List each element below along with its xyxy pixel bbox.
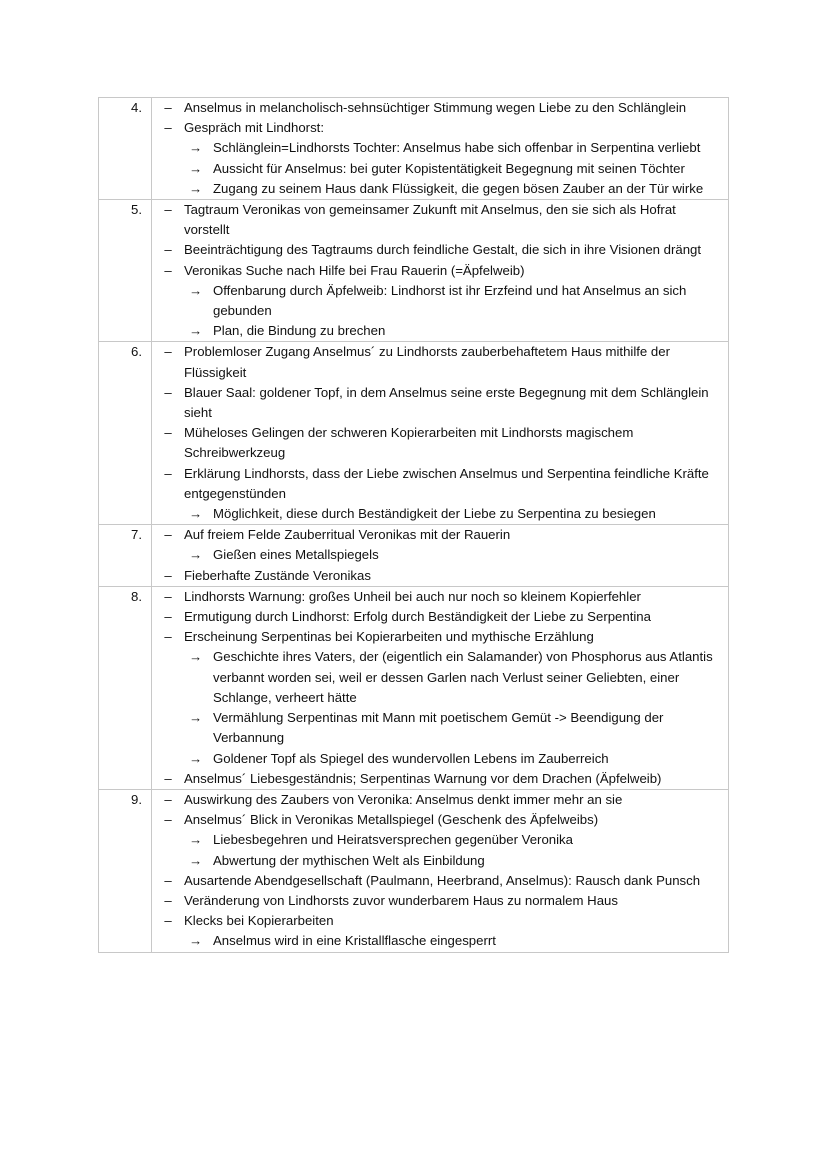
table-row [99,525,729,587]
list-item-text: Gespräch mit Lindhorst: [184,120,324,136]
arrow-right-icon: → [189,852,203,868]
list-item [152,525,722,545]
arrow-right-icon: → [189,649,203,665]
arrow-right-icon: → [189,710,203,726]
list-item [152,871,722,891]
chapter-content [152,586,729,789]
arrow-right-icon: → [189,832,203,848]
dash-bullet-icon: – [164,892,172,908]
list-item [152,240,722,260]
sub-item [152,321,722,341]
sub-item-text: Schlänglein=Lindhorsts Tochter: Anselmus habe sich offenbar in Serpentina verliebt [213,140,701,156]
list-item-text: Fieberhafte Zustände Veronikas [184,567,371,583]
arrow-right-icon: → [189,750,203,766]
sub-item [152,281,722,321]
list-item [152,607,722,627]
sub-item [152,504,722,524]
sub-item [152,749,722,769]
arrow-right-icon: → [189,282,203,298]
dash-bullet-icon: – [164,872,172,888]
list-item-text: Erscheinung Serpentinas bei Kopierarbeiten und mythische Erzählung [184,629,594,645]
list-item-text: Tagtraum Veronikas von gemeinsamer Zukunft mit Anselmus, den sie sich als Hofrat vorstellt [184,202,676,238]
dash-bullet-icon: – [164,425,172,441]
chapter-number: 9. [99,789,152,952]
dash-bullet-icon: – [164,202,172,218]
table-row [99,789,729,952]
summary-table [98,97,729,953]
sub-item [152,708,722,748]
list-item-text: Anselmus´ Liebesgeständnis; Serpentinas Warnung vor dem Drachen (Äpfelweib) [184,770,662,786]
sub-item [152,545,722,565]
sub-item-text: Anselmus wird in eine Kristallflasche eingesperrt [213,933,496,949]
list-item [152,566,722,586]
dash-bullet-icon: – [164,770,172,786]
sub-item [152,647,722,708]
dash-bullet-icon: – [164,527,172,543]
sub-item-text: Goldener Topf als Spiegel des wundervollen Lebens im Zauberreich [213,750,609,766]
table-row [99,342,729,525]
sub-item-text: Liebesbegehren und Heiratsversprechen gegenüber Veronika [213,832,573,848]
list-item-text: Erklärung Lindhorsts, dass der Liebe zwischen Anselmus und Serpentina feindliche Kräfte entgegenstünden [184,465,709,501]
dash-bullet-icon: – [164,242,172,258]
chapter-content [152,200,729,342]
list-item [152,627,722,647]
sub-item-text: Gießen eines Metallspiegels [213,547,379,563]
chapter-content [152,525,729,587]
chapter-number: 5. [99,200,152,342]
list-item-text: Lindhorsts Warnung: großes Unheil bei auch nur noch so kleinem Kopierfehler [184,588,641,604]
dash-bullet-icon: – [164,812,172,828]
arrow-right-icon: → [189,160,203,176]
list-item-text: Anselmus in melancholisch-sehnsüchtiger Stimmung wegen Liebe zu den Schlänglein [184,100,687,115]
arrow-right-icon: → [189,140,203,156]
sub-item-text: Geschichte ihres Vaters, der (eigentlich ein Salamander) von Phosphorus aus Atlantis verbannt worden sei, weil er dessen Garlen nach Verlust seiner Geliebten, einer Schlange, verheert hätte [213,649,713,705]
chapter-number: 4. [99,98,152,200]
arrow-right-icon: → [189,547,203,563]
dash-bullet-icon: – [164,100,172,115]
list-item-text: Klecks bei Kopierarbeiten [184,913,334,929]
sub-item [152,931,722,951]
sub-item [152,159,722,179]
arrow-right-icon: → [189,180,203,196]
dash-bullet-icon: – [164,262,172,278]
list-item [152,891,722,911]
list-item-text: Blauer Saal: goldener Topf, in dem Anselmus seine erste Begegnung mit dem Schlänglein sieht [184,384,709,421]
list-item [152,911,722,931]
list-item [152,98,722,118]
chapter-content [152,789,729,952]
list-item-text: Müheloses Gelingen der schweren Kopierarbeiten mit Lindhorsts magischem Schreibwerkzeug [184,425,634,461]
list-item [152,200,722,240]
sub-item [152,138,722,158]
dash-bullet-icon: – [164,913,172,929]
dash-bullet-icon: – [164,465,172,481]
dash-bullet-icon: – [164,629,172,645]
list-item-text: Anselmus´ Blick in Veronikas Metallspiegel (Geschenk des Äpfelweibs) [184,812,599,828]
sub-item [152,851,722,871]
list-item-text: Veränderung von Lindhorsts zuvor wunderbarem Haus zu normalem Haus [184,892,618,908]
dash-bullet-icon: – [164,588,172,604]
chapter-number: 7. [99,525,152,587]
chapter-number: 6. [99,342,152,525]
dash-bullet-icon: – [164,384,172,400]
list-item [152,383,722,423]
list-item-text: Ermutigung durch Lindhorst: Erfolg durch Beständigkeit der Liebe zu Serpentina [184,609,651,625]
chapter-content [152,98,729,200]
list-item-text: Auf freiem Felde Zauberritual Veronikas mit der Rauerin [184,527,511,543]
list-item-text: Beeinträchtigung des Tagtraums durch feindliche Gestalt, die sich in ihre Visionen drängt [184,242,702,258]
table-row [99,200,729,342]
arrow-right-icon: → [189,323,203,339]
dash-bullet-icon: – [164,344,172,360]
chapter-content [152,342,729,525]
list-item-text: Veronikas Suche nach Hilfe bei Frau Rauerin (=Äpfelweib) [184,262,525,278]
list-item [152,423,722,463]
sub-item-text: Zugang zu seinem Haus dank Flüssigkeit, die gegen bösen Zauber an der Tür wirke [213,180,704,196]
table-row [99,98,729,200]
list-item [152,464,722,504]
sub-item-text: Plan, die Bindung zu brechen [213,323,386,339]
list-item [152,342,722,382]
sub-item-text: Abwertung der mythischen Welt als Einbildung [213,852,485,868]
arrow-right-icon: → [189,506,203,522]
list-item [152,587,722,607]
sub-item [152,830,722,850]
list-item [152,810,722,830]
list-item-text: Auswirkung des Zaubers von Veronika: Anselmus denkt immer mehr an sie [184,791,623,807]
arrow-right-icon: → [189,933,203,949]
dash-bullet-icon: – [164,609,172,625]
list-item-text: Ausartende Abendgesellschaft (Paulmann, Heerbrand, Anselmus): Rausch dank Punsch [184,872,701,888]
list-item [152,769,722,789]
table-row [99,586,729,789]
sub-item [152,179,722,199]
list-item [152,790,722,810]
sub-item-text: Vermählung Serpentinas mit Mann mit poetischem Gemüt -> Beendigung der Verbannung [213,710,664,746]
sub-item-text: Aussicht für Anselmus: bei guter Kopistentätigkeit Begegnung mit seinen Töchter [213,160,685,176]
sub-item-text: Offenbarung durch Äpfelweib: Lindhorst ist ihr Erzfeind und hat Anselmus an sich gebunden [213,282,687,319]
dash-bullet-icon: – [164,120,172,136]
chapter-number: 8. [99,586,152,789]
dash-bullet-icon: – [164,791,172,807]
list-item-text: Problemloser Zugang Anselmus´ zu Lindhorsts zauberbehaftetem Haus mithilfe der Flüssigkeit [184,344,670,380]
list-item [152,261,722,281]
dash-bullet-icon: – [164,567,172,583]
sub-item-text: Möglichkeit, diese durch Beständigkeit der Liebe zu Serpentina zu besiegen [213,506,656,522]
list-item [152,118,722,138]
